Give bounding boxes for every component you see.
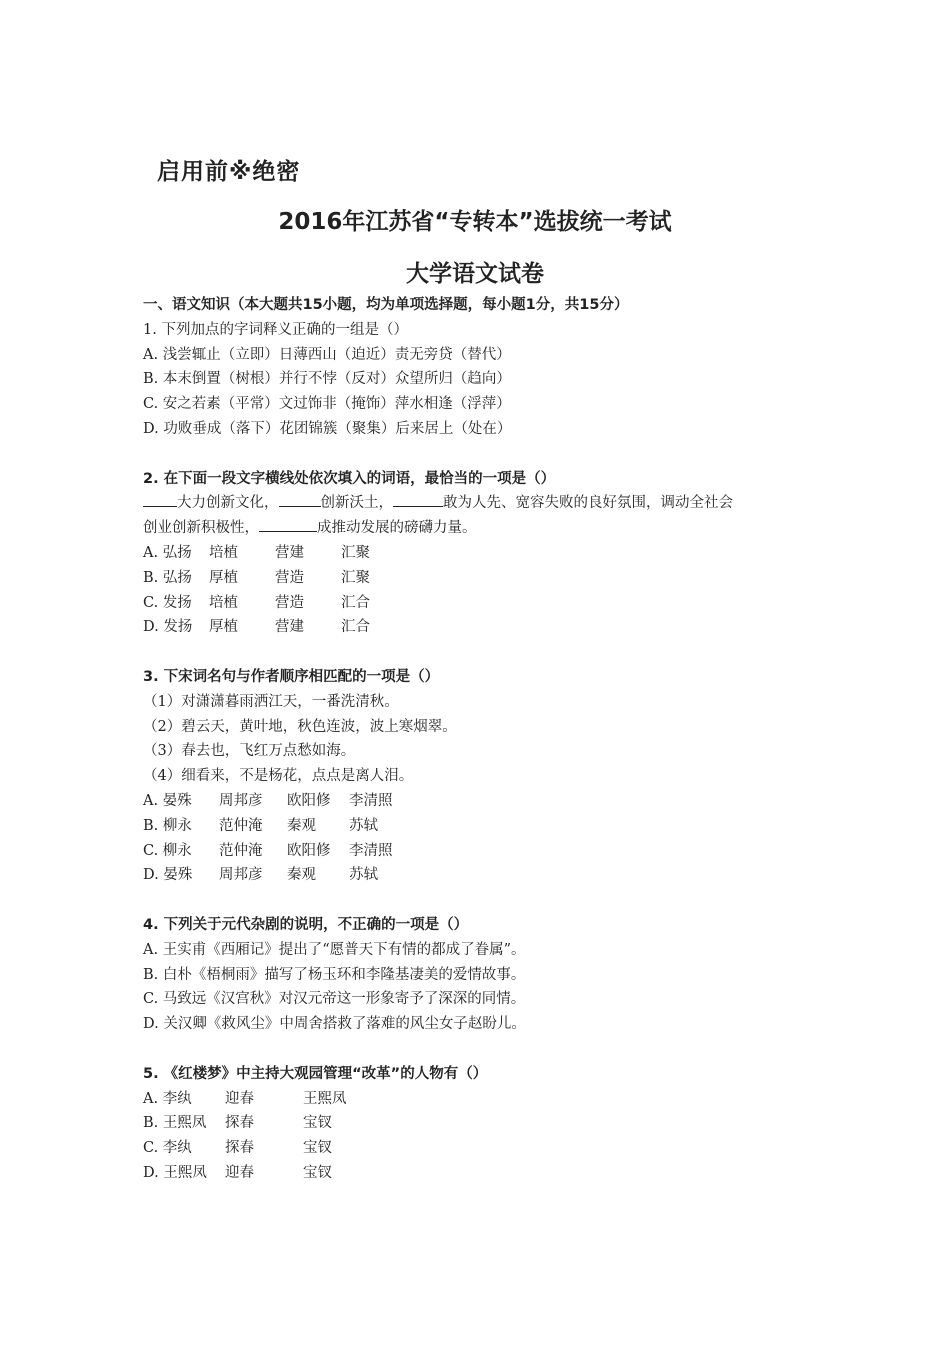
option-word: 培植 <box>209 594 238 611</box>
question-4-option-c: C. 马致远《汉宫秋》对汉元帝这一形象寄予了深深的同情。 <box>143 991 526 1008</box>
option-author: 欧阳修 <box>287 792 331 809</box>
blank-3 <box>393 492 443 507</box>
exam-content <box>143 293 843 1186</box>
option-word: 汇合 <box>341 619 370 636</box>
option-word: 营建 <box>275 619 304 636</box>
option-word: 营造 <box>275 594 304 611</box>
section-heading: 一、语文知识（本大题共15小题，均为单项选择题，每小题1分，共15分） <box>143 297 629 313</box>
option-author: 秦观 <box>287 867 316 884</box>
option-word: A. 弘扬 <box>143 544 192 561</box>
option-author: 李清照 <box>349 842 393 859</box>
question-3-option-d <box>143 863 843 888</box>
question-5-option-c <box>143 1136 843 1161</box>
question-1-option-d: D. 功败垂成（落下）花团锦簇（聚集）后来居上（处在） <box>143 420 512 437</box>
exam-subtitle: 大学语文试卷 <box>406 261 544 287</box>
option-author: D. 晏殊 <box>143 867 193 884</box>
option-author: 苏轼 <box>349 817 378 834</box>
question-2-option-a <box>143 541 843 566</box>
passage-text-4: 创业创新积极性， <box>143 520 259 537</box>
option-word: C. 发扬 <box>143 594 192 611</box>
question-4-option-d: D. 关汉卿《救风尘》中周舍搭救了落难的风尘女子赵盼儿。 <box>143 1016 526 1033</box>
question-2-option-b <box>143 566 843 591</box>
option-author: 周邦彦 <box>219 867 263 884</box>
option-word: 厚植 <box>209 569 238 586</box>
option-author: A. 晏殊 <box>143 792 192 809</box>
option-character: 宝钗 <box>303 1164 332 1181</box>
passage-text-5: 成推动发展的磅礴力量。 <box>317 520 477 537</box>
option-author: C. 柳永 <box>143 842 192 859</box>
option-character: 宝钗 <box>303 1115 332 1132</box>
option-character: B. 王熙凤 <box>143 1115 207 1132</box>
option-author: 苏轼 <box>349 867 378 884</box>
passage-text-3: 敢为人先、宽容失败的良好氛围，调动全社会 <box>443 495 733 512</box>
question-3-option-a <box>143 789 843 814</box>
option-word: 汇聚 <box>341 544 370 561</box>
question-4-option-a: A. 王实甫《西厢记》提出了“愿普天下有情的都成了眷属”。 <box>143 941 526 958</box>
question-2-option-d <box>143 615 843 640</box>
option-author: 李清照 <box>349 792 393 809</box>
blank-4 <box>259 517 317 532</box>
option-word: 营造 <box>275 569 304 586</box>
confidential-label: 启用前※绝密 <box>157 159 301 185</box>
option-author: B. 柳永 <box>143 817 192 834</box>
option-word: 汇合 <box>341 594 370 611</box>
question-5-option-b <box>143 1111 843 1136</box>
option-character: 迎春 <box>225 1164 254 1181</box>
option-character: A. 李纨 <box>143 1090 192 1107</box>
option-word: D. 发扬 <box>143 619 193 636</box>
question-3-verse-3: （3）春去也，飞红万点愁如海。 <box>143 743 356 760</box>
question-1-option-b: B. 本末倒置（树根）并行不悖（反对）众望所归（趋向） <box>143 371 511 388</box>
question-3-option-b <box>143 814 843 839</box>
option-author: 范仲淹 <box>219 817 263 834</box>
question-2-passage-line-1 <box>143 491 843 516</box>
option-word: B. 弘扬 <box>143 569 192 586</box>
option-character: 迎春 <box>225 1090 254 1107</box>
question-2-stem: 2. 在下面一段文字横线处依次填入的词语，最恰当的一项是（） <box>143 470 556 487</box>
question-4-option-b: B. 白朴《梧桐雨》描写了杨玉环和李隆基凄美的爱情故事。 <box>143 966 526 983</box>
option-character: 宝钗 <box>303 1140 332 1157</box>
option-author: 周邦彦 <box>219 792 263 809</box>
question-1-option-a: A. 浅尝辄止（立即）日薄西山（迫近）责无旁贷（替代） <box>143 346 511 363</box>
option-character: 探春 <box>225 1140 254 1157</box>
option-character: 王熙凤 <box>303 1090 347 1107</box>
option-character: C. 李纨 <box>143 1140 192 1157</box>
option-word: 营建 <box>275 544 304 561</box>
option-author: 欧阳修 <box>287 842 331 859</box>
question-5-option-d <box>143 1161 843 1186</box>
option-character: 探春 <box>225 1115 254 1132</box>
exam-title: 2016年江苏省“专转本”选拔统一考试 <box>278 209 672 235</box>
question-3-verse-2: （2）碧云天，黄叶地，秋色连波，波上寒烟翠。 <box>143 718 457 735</box>
question-2-passage-line-2 <box>143 516 843 541</box>
option-author: 范仲淹 <box>219 842 263 859</box>
question-3-stem: 3. 下宋词名句与作者顺序相匹配的一项是（） <box>143 668 440 685</box>
blank-1 <box>143 492 177 507</box>
option-author: 秦观 <box>287 817 316 834</box>
question-2-option-c <box>143 591 843 616</box>
passage-text-1: 大力创新文化， <box>177 495 279 512</box>
question-5-stem: 5. 《红楼梦》中主持大观园管理“改革”的人物有（） <box>143 1065 488 1082</box>
question-3-verse-4: （4）细看来，不是杨花，点点是离人泪。 <box>143 768 414 785</box>
question-1-option-c: C. 安之若素（平常）文过饰非（掩饰）萍水相逢（浮萍） <box>143 396 511 413</box>
question-1-stem: 1. 下列加点的字词释义正确的一组是（） <box>143 321 408 338</box>
question-3-option-c <box>143 839 843 864</box>
question-4-stem: 4. 下列关于元代杂剧的说明，不正确的一项是（） <box>143 916 469 933</box>
option-word: 厚植 <box>209 619 238 636</box>
passage-text-2: 创新沃土， <box>320 495 393 512</box>
option-word: 培植 <box>209 544 238 561</box>
option-character: D. 王熙凤 <box>143 1164 207 1181</box>
blank-2 <box>279 492 321 507</box>
question-5-option-a <box>143 1087 843 1112</box>
question-3-verse-1: （1）对潇潇暮雨洒江天，一番洗清秋。 <box>143 693 399 710</box>
option-word: 汇聚 <box>341 569 370 586</box>
